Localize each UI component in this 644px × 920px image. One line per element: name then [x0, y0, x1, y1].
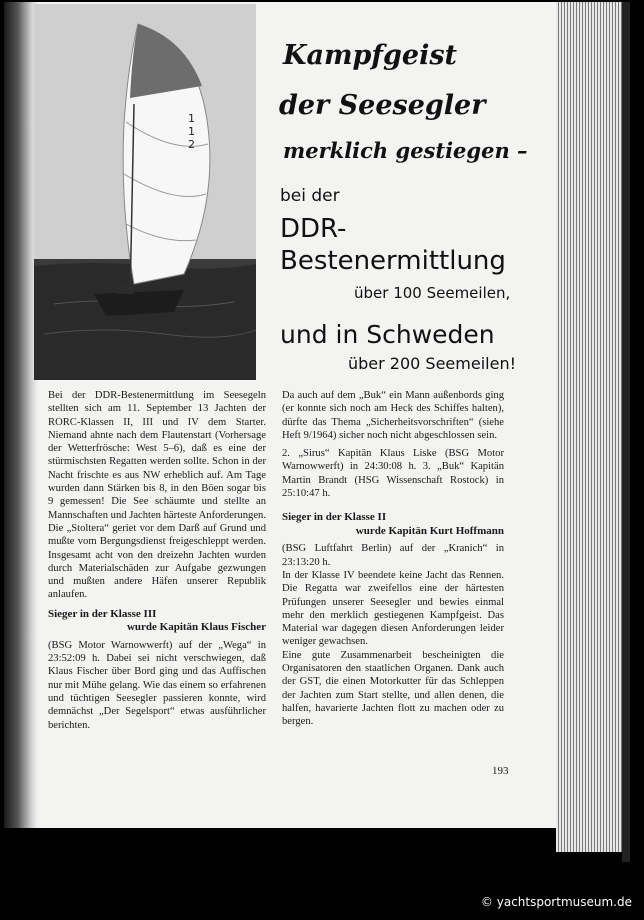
book-cover-edge	[622, 2, 630, 862]
subheadline-line-2: DDR-	[280, 214, 347, 244]
sailboat-photo	[34, 4, 256, 380]
subheadline-line-5: und in Schweden	[280, 320, 495, 349]
section-heading: Sieger in der Klasse III	[48, 607, 157, 620]
watermark-credit: © yachtsportmuseum.de	[480, 895, 632, 909]
magazine-page	[4, 2, 556, 828]
paragraph: (BSG Luftfahrt Berlin) auf der „Kranich“ in 23:13:20 h.	[282, 543, 504, 568]
headline-line-2: der Seesegler	[279, 90, 486, 121]
binding-shadow	[4, 2, 38, 828]
paragraph: 2. „Sirus“ Kapitän Klaus Liske (BSG Motor Warnowwerft) in 24:30:08 h. 3. „Buk“ Kapitän Martin Brandt (HSG Wissenschaft Rostock) in 25:10:47 h.	[282, 448, 504, 500]
subheadline-line-1: bei der	[280, 186, 340, 206]
headline-line-1: Kampfgeist	[283, 40, 458, 71]
headline-line-3: merklich gestiegen –	[283, 138, 528, 163]
paragraph: Eine gute Zusammenarbeit bescheinigten die Organisatoren den staatlichen Organen. Dank auch der GST, die einen Motorkutter für das Schleppen der Jachten zum Start stellte, und allen denen, die halfen, havarierte Jachten flott zu machen oder zu bergen.	[282, 649, 504, 728]
article-column-left	[48, 389, 266, 732]
article-column-right	[282, 389, 504, 729]
page-stack-edge	[556, 2, 622, 852]
subheadline-line-6: über 200 Seemeilen!	[348, 354, 516, 373]
sail-number: 11 2	[188, 112, 195, 151]
paragraph: Da auch auf dem „Buk“ ein Mann außenbords ging (er konnte sich noch am Heck des Schiffes halten), dürfte das Thema „Sicherheitsvorschriften“ (siehe Heft 9/1964) sicher noch nicht abgeschlossen sein.	[282, 390, 504, 441]
section-heading-line-2: wurde Kapitän Kurt Hoffmann	[355, 524, 504, 537]
subheadline-line-3: Bestenermittlung	[280, 246, 506, 276]
paragraph: In der Klasse IV beendete keine Jacht das Rennen. Die Regatta war zweifellos eine der härtesten Prüfungen unserer Seesegler und bewies einmal mehr den merklich gestiegenen Kampfgeist. Das Material war dagegen diesen Anforderungen leider weniger gewachsen.	[282, 569, 504, 648]
section-heading-line-2: wurde Kapitän Klaus Fischer	[126, 621, 266, 634]
section-heading: Sieger in der Klasse II	[282, 511, 387, 524]
paragraph: Bei der DDR-Bestenermittlung im Seesegeln stellten sich am 11. September 13 Jachten der RORC-Klassen II, III und IV dem Starter. Niemand ahnte nach dem Flautenstart (Vorhersage der Wetterfrösche: West 5–6), daß es eine der stürmischsten Regatten werden sollte. Schon in der Nacht frischte es aus NW erheblich auf. Am Tage wurden dann Stärken bis 8, in den Böen sogar bis 9 gemessen! Die See schäumte und stellte an Mannschaften und Jachten härteste Anforderungen. Die „Stoltera“ geriet vor dem Darß auf Grund und mußte vom Bergungsdienst freigeschleppt werden. Insgesamt acht von den dreizehn Jachten wurden durch Materialschäden zur Aufgabe gezwungen und mußten andere Häfen unserer Republik anlaufen.	[48, 390, 266, 601]
page-number: 193	[492, 765, 509, 777]
paragraph: (BSG Motor Warnowwerft) auf der „Wega“ in 23:52:09 h. Dabei sei nicht verschwiegen, daß Klaus Fischer über Bord ging und das Auffischen nur mit Mühe gelang. Wie das einem so erfahrenen und tüchtigen Seesegler passieren konnte, wird demnächst „Der Segelsport“ etwas ausführlicher berichten.	[48, 639, 266, 731]
subheadline-line-4: über 100 Seemeilen,	[354, 284, 511, 302]
